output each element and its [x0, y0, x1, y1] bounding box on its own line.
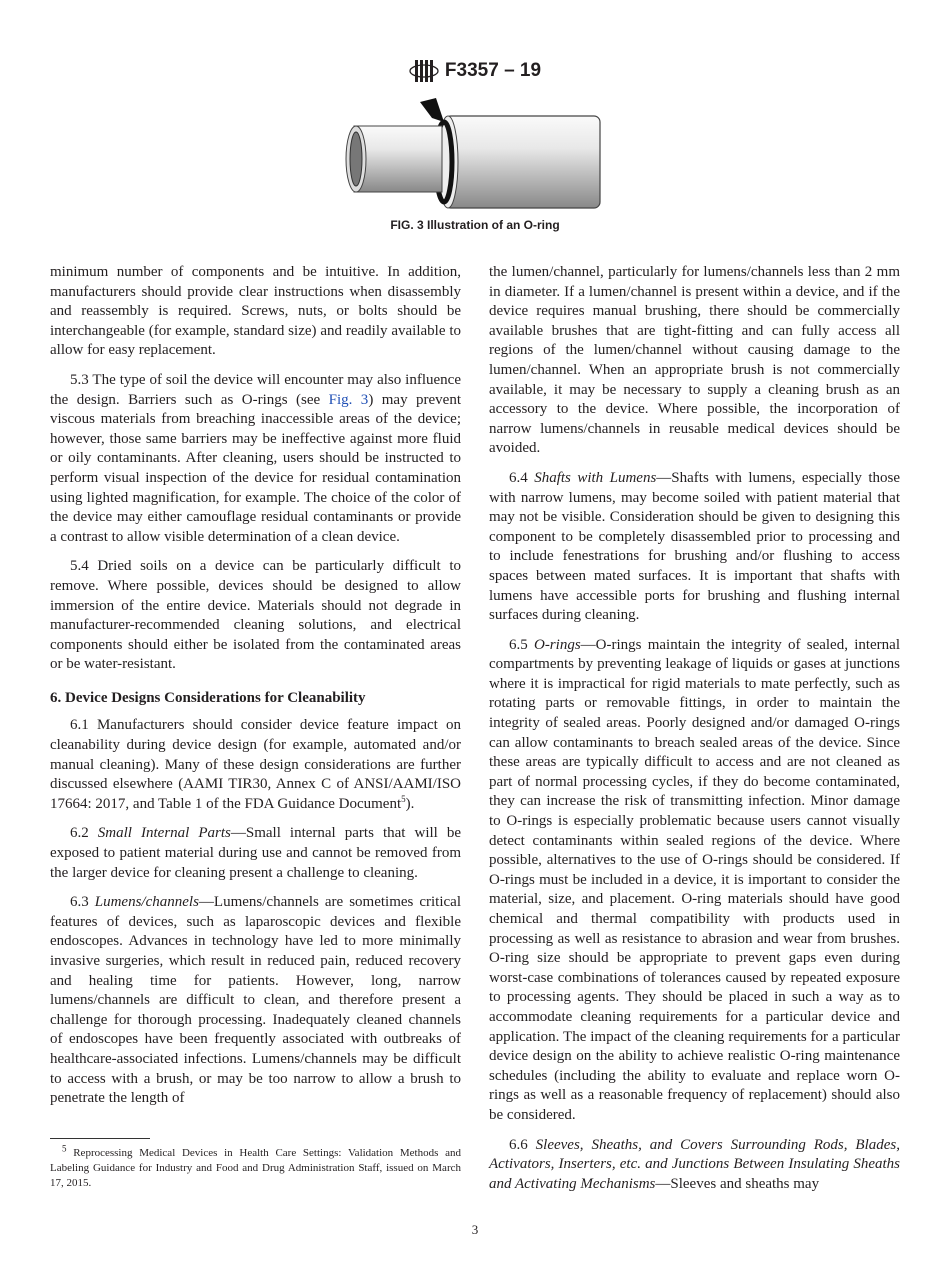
- footnote-divider: [50, 1138, 150, 1139]
- footnote-ref[interactable]: 5: [401, 793, 406, 804]
- paragraph-6-1: 6.1 Manufacturers should consider device feature impact on cleanability during device design (for example, automated and/or manual cleaning). Many of these design considerations are further discussed elsewhere (AAMI TIR30, Annex C of ANSI/AAMI/ISO 17664: 2017, and Table 1 of the FDA Guidance Document$^5$).: [50, 717, 461, 812]
- left-column: [50, 263, 461, 1119]
- page-header: [0, 58, 950, 84]
- paragraph-5-3: 5.3 The type of soil the device will encounter may also influence the design. Barriers such as O-rings (see Fig. 3) may prevent viscous materials from breaching inaccessible areas of the device; however, those same barriers may be ineffective against more fluid or oily contaminants. After cleaning, users should be instructed to perform visual inspection of the device for residual contamination using lighted magnification, for example. The choice of the color of the device may either camouflage residual contaminants or provide a contrast to allow visible determination of a clean device.: [50, 371, 461, 545]
- right-column: [489, 263, 900, 1204]
- paragraph-6-3-continued: the lumen/channel, particularly for lumens/channels less than 2 mm in diameter. If a lumen/channel is present within a device, and if the device requires manual brushing, there should be commercially available brushes that are tight-fitting and can fully access all regions of the lumen/channel without causing damage to the lumen/channel. When an appropriate brush is not commercially available, it may be necessary to supply a cleaning brush as an accessory to the device. Where possible, the incorporation of narrow lumens/channels in reusable medical devices should be avoided.: [489, 264, 900, 457]
- figure-3-link[interactable]: Fig. 3: [328, 391, 369, 408]
- section-heading: 6. Device Designs Considerations for Cleanability: [50, 689, 366, 706]
- o-ring-illustration: [340, 96, 610, 211]
- paragraph-6-2: 6.2 Small Internal Parts—Small internal parts that will be exposed to patient material during use and cannot be removed from the larger device for cleaning present a challenge to cleaning.: [50, 825, 462, 881]
- paragraph: minimum number of components and be intuitive. In addition, manufacturers should provide clear instructions when disassembly and reassembly is required. Screws, nuts, or bolts should be interchangeable (for example, standard size) and readily available to allow for easy replacement.: [50, 264, 461, 359]
- paragraph-6-5: 6.5 O-rings—O-rings maintain the integrity of sealed, internal compartments by preventing leakage of liquids or gases at junctions where it is impractical for rigid materials to mate perfectly, such as rotating parts or removable fittings, in order to maintain the integrity of sealed areas. Poorly designed and/or damaged O-rings can allow contaminants to breach sealed areas of the device. Since these areas are typically difficult to access and are not cleaned as part of normal processing cycles, if they do become contaminated, they can increase the risk of transmitting infection. Minor damage to O-rings is especially problematic because users cannot visually detect contaminants within sealed regions of the device. Where possible, alternatives to the use of O-rings should be considered. If O-rings must be included in a device, it is important to consider the material, size, and placement. O-ring materials should have good chemical and thermal compatibility with products used in processing as well as resistance to abrasion and wear from brushes. O-ring size should be appropriate to prevent gaps even during worst-case combinations of tolerances caused by repeated exposure to processing agents. They should be placed in such a way as to accommodate cleaning requirements for a particular device and application. The impact of the cleaning requirements for a particular device design on the ability to achieve realistic O-ring maintenance schedules (including the ability to evaluate and replace worn O-rings as well as a reasonable frequency of replacement) should also be considered.: [489, 636, 901, 1123]
- paragraph-6-4: 6.4 Shafts with Lumens—Shafts with lumens, especially those with narrow lumens, may become soiled with patient material that may not be visible. Consideration should be given to designing this component to be completely disassembled prior to processing and to include fenestrations for brushing and/or flushing to access spaces between mated surfaces. It is important that shafts with lumens have accessible ports for brushing and flushing internal surfaces during cleaning.: [489, 469, 900, 624]
- figure-caption: FIG. 3 Illustration of an O-ring: [390, 218, 560, 232]
- arrow-icon: [420, 98, 444, 122]
- paragraph-5-4: 5.4 Dried soils on a device can be particularly difficult to remove. Where possible, devices should be designed to allow immersion of the entire device. Materials should not degrade in manufacturer-recommended cleaning solutions, and electrical components should either be isolated from the contaminated areas or be water-resistant.: [50, 558, 461, 673]
- page-number: 3: [471, 1222, 479, 1237]
- standard-designation: F3357 – 19: [444, 60, 542, 82]
- paragraph-6-3: 6.3 Lumens/channels—Lumens/channels are sometimes critical features of devices, such as laparoscopic devices and flexible endoscopes. Advances in technology have led to more minimally invasive surgeries, which result in reduced pain, reduced recovery and healing time for patients. However, long, narrow lumens/channels are difficult to clean, and therefore present a challenge for thorough processing. Inadequately cleaned channels of endoscopes have been frequently associated with outbreaks of healthcare-associated infections. Lumens/channels may be difficult to access with a brush, or may be too narrow to allow a brush to penetrate the length of: [50, 894, 461, 1107]
- astm-logo-icon: [409, 58, 439, 84]
- footnote: $^5$ Reprocessing Medical Devices in Health Care Settings: Validation Methods and Labeling Guidance for Industry and Food and Drug Administration Staff, issued on March 17, 2015.: [50, 1143, 461, 1189]
- paragraph-6-6: 6.6 Sleeves, Sheaths, and Covers Surrounding Rods, Blades, Activators, Inserters, etc. and Junctions Between Insulating Sheaths and Activating Mechanisms—Sleeves and sheaths may: [489, 1136, 900, 1192]
